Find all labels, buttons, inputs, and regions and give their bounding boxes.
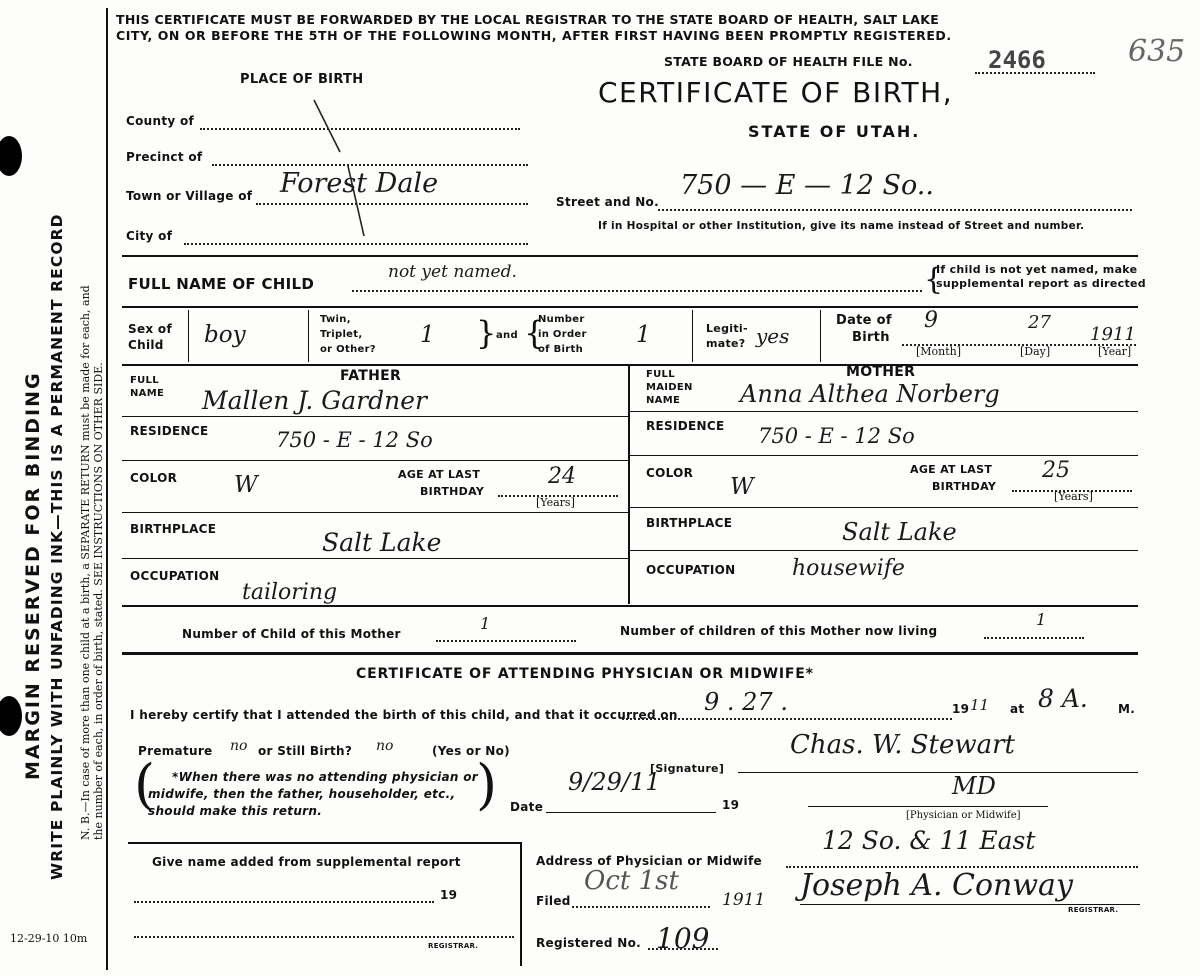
order-label-2: in Order: [538, 329, 587, 340]
child-name-note-line1: If child is not yet named, make: [936, 263, 1138, 276]
mother-color-value: W: [730, 474, 754, 500]
father-occupation-value: tailoring: [242, 580, 338, 605]
corner-handwritten-number: 635: [1128, 34, 1186, 69]
dob-label-1: Date of: [836, 313, 892, 328]
mother-color-rule: [630, 507, 1138, 508]
mother-occupation-value: housewife: [792, 556, 905, 581]
date-value: 9/29/11: [568, 768, 661, 796]
mother-color-label: COLOR: [646, 466, 694, 480]
child-number-line: [436, 640, 576, 642]
note-brace-left: (: [134, 753, 156, 816]
mother-name-label-1: FULL: [646, 369, 675, 380]
dob-year-caption: [Year]: [1098, 345, 1132, 358]
signature-caption: [Signature]: [650, 762, 725, 775]
town-value: Forest Dale: [280, 168, 439, 199]
and-label: and: [496, 330, 518, 341]
form-code: 12-29-10 10m: [10, 932, 88, 945]
date-year-prefix: 19: [722, 798, 740, 812]
street-line: [658, 209, 1132, 211]
dob-label-2: Birth: [852, 330, 890, 345]
m-label: M.: [1118, 702, 1136, 716]
registered-label: Registered No.: [536, 936, 641, 950]
filed-line: [572, 906, 710, 908]
mother-residence-value: 750 - E - 12 So: [758, 424, 915, 448]
permanent-ink-note: WRITE PLAINLY WITH UNFADING INK—THIS IS A PERMANENT RECORD: [48, 213, 66, 880]
legit-label-1: Legiti-: [706, 322, 748, 335]
street-value: 750 — E — 12 So..: [680, 170, 934, 201]
father-color-value: W: [234, 472, 258, 498]
twin-divider: [308, 310, 309, 362]
occurred-hour-value: 8 A.: [1038, 684, 1088, 713]
twin-label-2: Triplet,: [320, 329, 363, 340]
father-age-value: 24: [548, 464, 576, 489]
father-occupation-label: OCCUPATION: [130, 569, 220, 583]
precinct-label: Precinct of: [126, 150, 203, 164]
mother-heading: MOTHER: [846, 364, 916, 380]
registrar-rule: [800, 904, 1140, 905]
children-living-value: 1: [1036, 610, 1047, 629]
father-age-label-1: AGE AT LAST: [398, 468, 481, 481]
binding-hole-top: [0, 136, 22, 176]
note-line-1: *When there was no attending physician or: [172, 770, 479, 784]
sex-value: boy: [204, 322, 246, 348]
signature-value: Chas. W. Stewart: [790, 730, 1015, 760]
physician-title-value: MD: [952, 772, 996, 800]
physician-address-value: 12 So. & 11 East: [822, 826, 1036, 855]
supplemental-year-prefix: 19: [440, 888, 458, 902]
order-value: 1: [636, 322, 651, 348]
registrar-caption: REGISTRAR.: [1068, 906, 1119, 914]
father-birthplace-value: Salt Lake: [322, 528, 442, 557]
premature-label: Premature: [138, 744, 213, 758]
filed-value: Oct 1st: [584, 866, 679, 896]
supplemental-text: Give name added from supplemental report: [152, 855, 461, 869]
child-name-line: [352, 290, 922, 292]
binding-hole-bottom: [0, 696, 22, 736]
hospital-note: If in Hospital or other Institution, give its name instead of Street and number.: [598, 220, 1085, 232]
rule-after-parents: [122, 605, 1138, 607]
occurred-date-value: 9 . 27 .: [704, 688, 788, 716]
county-label: County of: [126, 114, 195, 128]
dob-day-caption: [Day]: [1020, 345, 1051, 358]
child-number-label: Number of Child of this Mother: [182, 627, 401, 641]
mother-age-label-2: BIRTHDAY: [932, 480, 997, 493]
town-label: Town or Village of: [126, 189, 253, 203]
stillbirth-label: or Still Birth?: [258, 744, 353, 758]
town-line: [256, 203, 528, 205]
child-name-value: not yet named.: [388, 262, 517, 282]
supplemental-line-2: [134, 936, 514, 938]
sex-divider: [188, 310, 189, 362]
twin-brace: }: [476, 314, 497, 352]
note-brace-right: ): [476, 753, 498, 816]
mother-years-caption: [Years]: [1054, 490, 1093, 503]
father-name-label-2: NAME: [130, 388, 165, 399]
mother-name-value: Anna Althea Norberg: [740, 380, 1000, 408]
father-birthplace-rule: [122, 558, 628, 559]
mother-name-label-3: NAME: [646, 395, 681, 406]
rule-after-dob: [122, 364, 1138, 366]
order-brace: {: [524, 314, 545, 352]
street-label: Street and No.: [556, 195, 659, 209]
order-label-1: Number: [538, 314, 585, 325]
father-name-rule: [122, 416, 628, 417]
note-line-2: midwife, then the father, householder, etc.,: [148, 787, 456, 801]
certificate-subtitle: STATE OF UTAH.: [748, 122, 921, 141]
date-label: Date: [510, 800, 544, 814]
left-border: [106, 8, 108, 970]
strike-mark-place: [306, 96, 386, 246]
children-living-label: Number of children of this Mother now living: [620, 624, 938, 638]
occurred-year-value: 11: [970, 696, 990, 714]
rule-after-place: [122, 255, 1138, 257]
legit-divider: [692, 310, 693, 362]
father-color-label: COLOR: [130, 471, 178, 485]
father-name-label-1: FULL: [130, 375, 159, 386]
mother-birthplace-value: Salt Lake: [842, 518, 957, 546]
dob-month-caption: [Month]: [916, 345, 962, 358]
file-number-value: 2466: [988, 46, 1046, 74]
mother-age-value: 25: [1042, 458, 1070, 483]
note-line-3: should make this return.: [148, 804, 323, 818]
stillbirth-value: no: [376, 738, 394, 754]
child-name-label: FULL NAME OF CHILD: [128, 275, 315, 293]
twin-label-1: Twin,: [320, 314, 351, 325]
forwarding-notice-line2: CITY, ON OR BEFORE THE 5TH OF THE FOLLOWING MONTH, AFTER FIRST HAVING BEEN PROMPTLY REGISTERED.: [116, 28, 952, 43]
father-heading: FATHER: [340, 368, 402, 384]
forwarding-notice-line1: THIS CERTIFICATE MUST BE FORWARDED BY THE LOCAL REGISTRAR TO THE STATE BOARD OF HEALTH, SALT LAKE: [116, 12, 940, 27]
role-caption: [Physician or Midwife]: [906, 810, 1021, 821]
premature-value: no: [230, 738, 248, 754]
supplemental-registrar-caption: REGISTRAR.: [428, 942, 479, 950]
legit-value: yes: [756, 324, 790, 348]
title-rule: [808, 806, 1048, 807]
mother-birthplace-label: BIRTHPLACE: [646, 516, 733, 530]
nb-instruction-line1: N. B.—In case of more than one child at a birth, a SEPARATE RETURN must be made for each, and: [79, 285, 92, 840]
filed-label: Filed: [536, 894, 571, 908]
file-number-label: STATE BOARD OF HEALTH FILE No.: [664, 54, 913, 69]
child-name-brace: {: [924, 262, 944, 297]
city-label: City of: [126, 229, 173, 243]
father-birthplace-label: BIRTHPLACE: [130, 522, 217, 536]
nb-instruction-line2: the number of each, in order of birth, stated. SEE INSTRUCTIONS ON OTHER SIDE.: [92, 362, 105, 840]
order-label-3: of Birth: [538, 344, 583, 355]
dob-month: 9: [924, 308, 938, 333]
supplemental-line-1: [134, 901, 434, 903]
rule-after-name: [122, 306, 1138, 308]
registrar-signature: Joseph A. Conway: [800, 868, 1073, 903]
certify-text: I hereby certify that I attended the birth of this child, and that it occurred on: [130, 708, 678, 722]
father-residence-value: 750 - E - 12 So: [276, 428, 433, 452]
children-living-line: [984, 637, 1084, 639]
child-number-value: 1: [480, 614, 491, 633]
legit-label-2: mate?: [706, 337, 746, 350]
mother-birthplace-rule: [630, 550, 1138, 551]
dob-divider: [820, 310, 821, 362]
mother-age-label-1: AGE AT LAST: [910, 463, 993, 476]
sex-label: Sex of Child: [128, 322, 172, 352]
at-label: at: [1010, 702, 1025, 716]
father-years-caption: [Years]: [536, 496, 575, 509]
parents-divider: [628, 366, 630, 604]
registered-value: 109: [656, 922, 710, 955]
father-name-value: Mallen J. Gardner: [202, 386, 427, 415]
yes-no-label: (Yes or No): [432, 744, 510, 758]
father-residence-label: RESIDENCE: [130, 424, 209, 438]
certificate-title: CERTIFICATE OF BIRTH,: [598, 76, 954, 109]
father-residence-rule: [122, 460, 628, 461]
filed-year: 1911: [722, 890, 766, 910]
dob-day: 27: [1028, 312, 1051, 333]
father-color-rule: [122, 512, 628, 513]
binding-margin-note: MARGIN RESERVED FOR BINDING: [22, 371, 44, 780]
father-age-label-2: BIRTHDAY: [420, 485, 485, 498]
mother-residence-rule: [630, 455, 1138, 456]
mother-name-rule: [630, 411, 1138, 412]
physician-heading: CERTIFICATE OF ATTENDING PHYSICIAN OR MIDWIFE*: [356, 666, 814, 682]
signature-rule: [738, 772, 1138, 773]
mother-residence-label: RESIDENCE: [646, 419, 725, 433]
child-name-note-line2: supplemental report as directed: [936, 277, 1146, 290]
occurred-date-line: [622, 718, 952, 720]
twin-label-3: or Other?: [320, 344, 376, 355]
place-of-birth-heading: PLACE OF BIRTH: [240, 72, 364, 87]
occurred-year-prefix: 19: [952, 702, 970, 716]
rule-before-physician: [122, 652, 1138, 655]
physician-address-label: Address of Physician or Midwife: [536, 854, 762, 868]
date-rule: [546, 812, 716, 813]
twin-value: 1: [420, 322, 435, 348]
mother-occupation-label: OCCUPATION: [646, 563, 736, 577]
dob-year: 1911: [1090, 324, 1136, 345]
mother-name-label-2: MAIDEN: [646, 382, 693, 393]
